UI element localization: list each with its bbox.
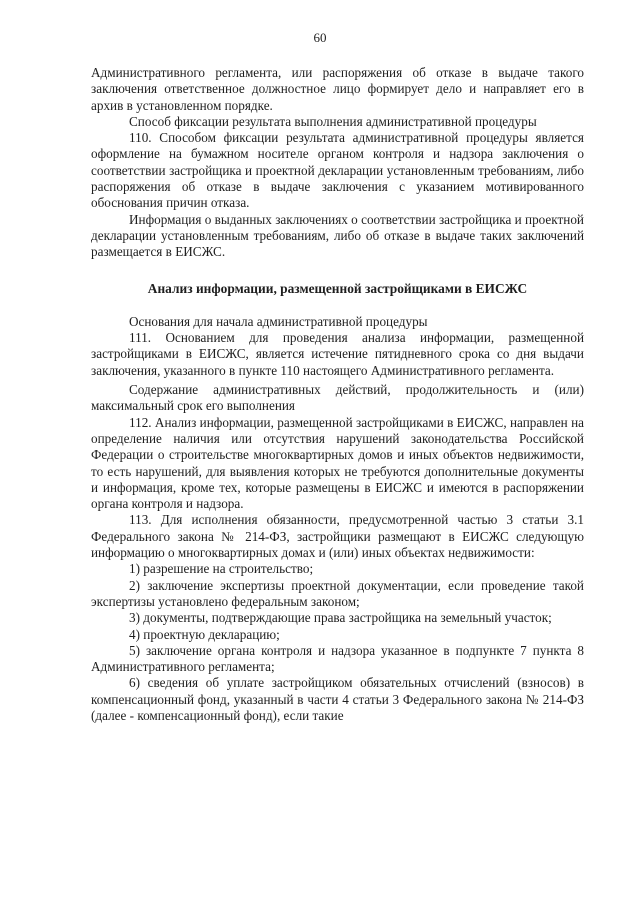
list-item-1: 1) разрешение на строительство; bbox=[129, 561, 314, 577]
section-heading: Анализ информации, размещенной застройщиками в ЕИСЖС bbox=[147, 280, 528, 296]
paragraph-111: 111. Основанием для проведения анализа информации, размещенной застройщиками в ЕИСЖС, является истечение пятидневного срока со дня выдачи заключения, указанного в пункте 110 настоящего Административного регламента. bbox=[91, 330, 584, 378]
list-item-4: 4) проектную декларацию; bbox=[129, 626, 280, 642]
subheading-content-actions: Содержание административных действий, продолжительность и (или) максимальный срок его выполнения bbox=[91, 382, 584, 414]
paragraph-112: 112. Анализ информации, размещенной застройщиками в ЕИСЖС, направлен на определение наличия или отсутствия нарушений законодательства Российской Федерации о строительстве многоквартирных домов и иных объектов недвижимости, то есть нарушений, для выявления которых не требуются дополнительные документы и информация, кроме тех, которые размещены в ЕИСЖС и имеются в распоряжении органа контроля и надзора. bbox=[91, 414, 584, 512]
paragraph-110: 110. Способом фиксации результата административной процедуры является оформление на бумажном носителе органом контроля и надзора заключения о соответствии застройщика и проектной декларации установленным требованиям, либо распоряжения об отказе в выдаче заключения с указанием мотивированного обоснования причин отказа. bbox=[91, 130, 584, 211]
page-number: 60 bbox=[313, 30, 327, 45]
subheading-fixation-method: Способ фиксации результата выполнения административной процедуры bbox=[129, 113, 537, 129]
paragraph-info-placement: Информация о выданных заключениях о соответствии застройщика и проектной декларации установленным требованиям, либо об отказе в выдаче таких заключений размещается в ЕИСЖС. bbox=[91, 211, 584, 260]
paragraph-archive: Административного регламента, или распоряжения об отказе в выдаче такого заключения ответственное должностное лицо формирует дело и направляет его в архив в установленном порядке. bbox=[91, 65, 584, 113]
list-item-5: 5) заключение органа контроля и надзора указанное в подпункте 7 пункта 8 Административного регламента; bbox=[91, 642, 584, 675]
subheading-grounds: Основания для начала административной процедуры bbox=[129, 313, 428, 329]
list-item-6: 6) сведения об уплате застройщиком обязательных отчислений (взносов) в компенсационный фонд, указанный в части 4 статьи 3 Федерального закона № 214-ФЗ (далее - компенсационный фонд), если такие bbox=[91, 675, 584, 723]
document-body bbox=[91, 65, 584, 724]
list-item-3: 3) документы, подтверждающие права застройщика на земельный участок; bbox=[129, 610, 552, 626]
paragraph-113: 113. Для исполнения обязанности, предусмотренной частью 3 статьи 3.1 Федерального закона № 214-ФЗ, застройщики размещают в ЕИСЖС следующую информацию о многоквартирных домах и (или) иных объектах недвижимости: bbox=[91, 512, 584, 561]
list-item-2: 2) заключение экспертизы проектной документации, если проведение такой экспертизы установлено федеральным законом; bbox=[91, 577, 584, 609]
